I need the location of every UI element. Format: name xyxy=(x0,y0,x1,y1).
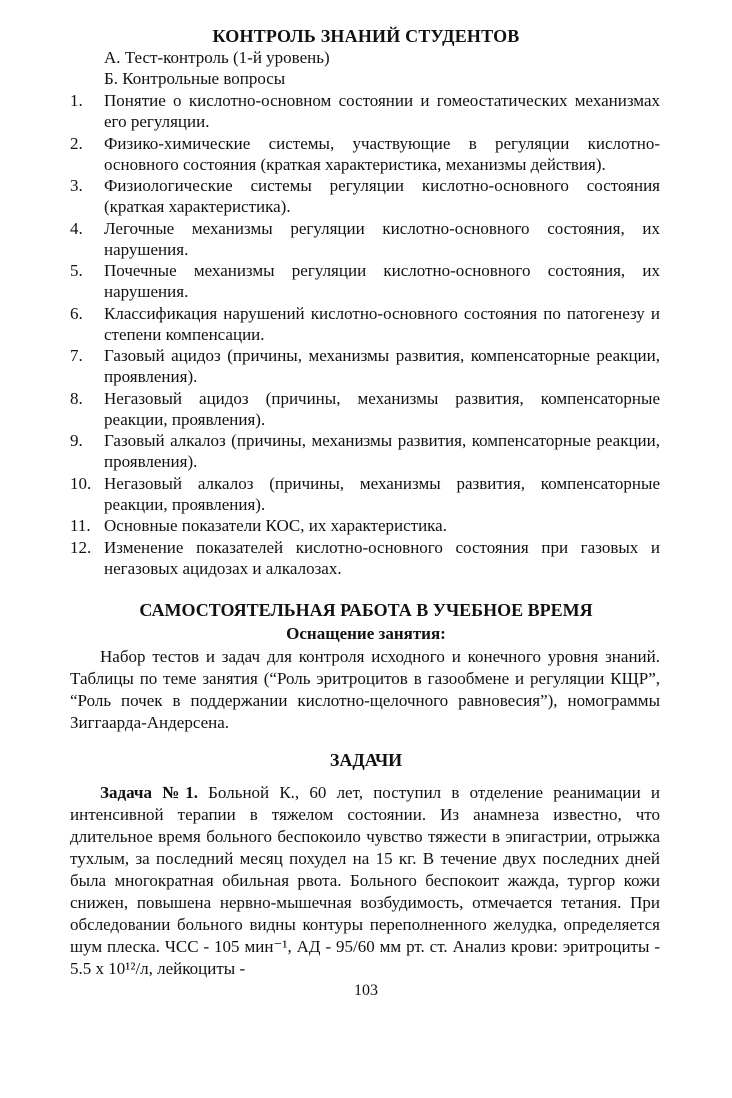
question-number: 11. xyxy=(70,516,91,535)
list-item xyxy=(70,430,660,472)
question-number: 2. xyxy=(70,133,83,153)
task-text: Больной К., 60 лет, поступил в отделение реанимации и интенсивной терапии в тяжелом состоянии. Из анамнеза известно, что длительное время больного беспокоило чувство тяжести в эпигастрии, отрыжка тухлым, за последний месяц похудел на 15 кг. В течение двух последних дней была многократная обильная рвота. Больного беспокоит жажда, тургор кожи снижен, повышена нервно-мышечная возбудимость, отмечается тетания. При обследовании больного видны контуры переполненного желудка, определяется шум плеска. ЧСС - 105 мин⁻¹, АД - 95/60 мм рт. ст. Анализ крови: эритроциты - 5.5 x 10¹²/л, лейкоциты - xyxy=(70,783,661,978)
list-item xyxy=(70,537,660,579)
list-item xyxy=(70,473,660,515)
question-number: 3. xyxy=(70,176,83,195)
subheading-equipment: Оснащение занятия: xyxy=(286,624,446,643)
question-text: Классификация нарушений кислотно-основного состояния по патогенезу и степени компенсации. xyxy=(104,303,660,344)
question-number: 9. xyxy=(70,431,83,450)
section-heading-self-work: САМОСТОЯТЕЛЬНАЯ РАБОТА В УЧЕБНОЕ ВРЕМЯ xyxy=(139,600,593,620)
question-number: 7. xyxy=(70,346,83,365)
question-number: 8. xyxy=(70,388,83,408)
question-text: Основные показатели КОС, их характеристика. xyxy=(104,516,447,535)
question-text: Физиологические системы регуляции кислотно-основного состояния (краткая характеристика). xyxy=(104,176,660,216)
subheading-test-control: А. Тест-контроль (1-й уровень) xyxy=(104,48,330,67)
list-item xyxy=(70,515,660,536)
question-text: Физико-химические системы, участвующие в регуляции кислотно-основного состояния (краткая характеристика, механизмы действия). xyxy=(104,133,660,174)
question-text: Понятие о кислотно-основном состоянии и гомеостатических механизмах его регуляции. xyxy=(104,91,660,131)
question-text: Газовый ацидоз (причины, механизмы развития, компенсаторные реакции, проявления). xyxy=(104,346,660,386)
question-number: 6. xyxy=(70,303,83,323)
task-paragraph xyxy=(70,782,660,980)
question-number: 12. xyxy=(70,537,92,557)
page-number: 103 xyxy=(354,982,378,999)
question-number: 1. xyxy=(70,91,83,110)
list-item xyxy=(70,175,660,217)
list-item xyxy=(70,303,660,345)
question-text: Почечные механизмы регуляции кислотно-основного состояния, их нарушения. xyxy=(104,261,660,301)
question-text: Газовый алкалоз (причины, механизмы развития, компенсаторные реакции, проявления). xyxy=(104,431,660,471)
section-heading-knowledge-control: КОНТРОЛЬ ЗНАНИЙ СТУДЕНТОВ xyxy=(212,26,520,46)
question-number: 10. xyxy=(70,473,92,493)
list-item xyxy=(70,218,660,260)
task-label: Задача №1. xyxy=(100,783,198,802)
question-text: Легочные механизмы регуляции кислотно-основного состояния, их нарушения. xyxy=(104,218,660,259)
question-text: Негазовый ацидоз (причины, механизмы развития, компенсаторные реакции, проявления). xyxy=(104,388,660,429)
list-item xyxy=(70,133,660,175)
question-number: 5. xyxy=(70,261,83,280)
list-item xyxy=(70,345,660,387)
subheading-control-questions: Б. Контрольные вопросы xyxy=(104,69,286,88)
questions-list xyxy=(70,90,660,579)
question-text: Изменение показателей кислотно-основного состояния при газовых и негазовых ацидозах и алкалозах. xyxy=(104,537,660,578)
list-item xyxy=(70,388,660,430)
question-number: 4. xyxy=(70,218,83,238)
question-text: Негазовый алкалоз (причины, механизмы развития, компенсаторные реакции, проявления). xyxy=(104,473,660,514)
list-item xyxy=(70,260,660,302)
section-heading-tasks: ЗАДАЧИ xyxy=(329,750,403,770)
equipment-paragraph: Набор тестов и задач для контроля исходного и конечного уровня знаний. Таблицы по теме занятия (“Роль эритроцитов в газообмене и регуляции КЩР”, “Роль почек в поддержании кислотно-щелочного равновесия”), номограммы Зиггаарда-Андерсена. xyxy=(70,647,660,732)
list-item xyxy=(70,90,660,132)
